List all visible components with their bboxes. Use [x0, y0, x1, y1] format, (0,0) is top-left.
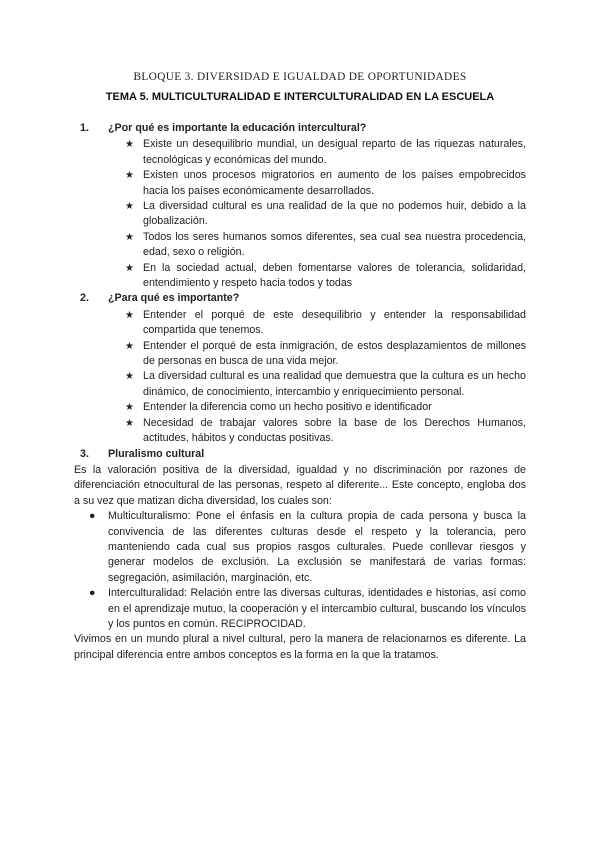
section-2-number: 2. [80, 292, 89, 305]
section-3-bullets [74, 509, 526, 632]
section-1-heading [74, 121, 526, 136]
topic-title: TEMA 5. MULTICULTURALIDAD E INTERCULTURALIDAD EN LA ESCUELA [105, 91, 495, 103]
list-item [125, 199, 526, 230]
star-icon: ★ [125, 340, 134, 352]
section-3-number: 3. [80, 447, 89, 460]
star-icon: ★ [125, 231, 134, 243]
list-item [125, 339, 526, 370]
section-1-number: 1. [80, 122, 89, 134]
bullet-text: Interculturalidad: Relación entre las diversas culturas, identidades e historias, así como en el aprendizaje mutuo, la cooperación y el intercambio cultural, buscando los vínculos y los puntos en común. RECIPROCIDAD. [108, 587, 526, 630]
bullet-text: Multiculturalismo: Pone el énfasis en la cultura propia de cada persona y busca la convivencia de las diferentes culturas desde el respeto y la tolerancia, pero manteniendo cada cual sus propios rasgos culturales. Puede conllevar riesgos y generar modelos de exclusión. La exclusión se manifestará de varias formas: segregación, asimilación, marginación, etc. [108, 510, 526, 584]
list-item [125, 400, 526, 415]
star-icon: ★ [125, 309, 134, 321]
list-item-text: En la sociedad actual, deben fomentarse valores de tolerancia, solidaridad, entendimiento y respeto hacia todos y todas [143, 261, 526, 290]
bullet-item [87, 586, 526, 632]
list-item [125, 261, 526, 292]
list-item [125, 137, 526, 168]
list-item-text: Todos los seres humanos somos diferentes, sea cual sea nuestra procedencia, edad, sexo o religión. [143, 230, 526, 259]
section-2-heading [74, 291, 526, 306]
list-item [125, 308, 526, 339]
section-2-list [74, 308, 526, 447]
section-3-intro: Es la valoración positiva de la diversidad, igualdad y no discriminación por razones de diferenciación etnocultural de las personas, respeto al diferente... Este concepto, engloba dos a su vez que matizan dicha diversidad, los cuales son: [74, 463, 526, 507]
bullet-icon: ● [89, 587, 96, 600]
star-icon: ★ [125, 402, 134, 414]
list-item [125, 416, 526, 447]
section-3-conclusion: Vivimos en un mundo plural a nivel cultural, pero la manera de relacionarnos es diferente. La principal diferencia entre ambos conceptos es la forma en la que la tratamos. [74, 633, 526, 661]
block-title: BLOQUE 3. DIVERSIDAD E IGUALDAD DE OPORTUNIDADES [133, 71, 467, 83]
document-body [74, 121, 526, 663]
star-icon: ★ [125, 139, 134, 151]
list-item [125, 230, 526, 261]
section-2-title: ¿Para qué es importante? [108, 292, 240, 305]
list-item-text: Existe un desequilibrio mundial, un desigual reparto de las riquezas naturales, tecnológicas y económicas del mundo. [143, 138, 526, 166]
list-item-text: Existen unos procesos migratorios en aumento de los países empobrecidos hacia los países económicamente desarrollados. [143, 169, 526, 197]
list-item-text: Entender el porqué de este desequilibrio y entender la responsabilidad compartida que tenemos. [143, 308, 526, 337]
section-3-title: Pluralismo cultural [108, 447, 205, 460]
star-icon: ★ [125, 262, 134, 274]
star-icon: ★ [125, 371, 134, 383]
section-1-list [74, 137, 526, 291]
star-icon: ★ [125, 201, 134, 213]
list-item [125, 168, 526, 199]
star-icon: ★ [125, 170, 134, 182]
section-1-title: ¿Por qué es importante la educación intercultural? [108, 122, 367, 134]
list-item [125, 369, 526, 400]
list-item-text: Entender el porqué de esta inmigración, de estos desplazamientos de millones de personas en busca de una vida mejor. [143, 339, 526, 368]
list-item-text: La diversidad cultural es una realidad que demuestra que la cultura es un hecho dinámico, de conocimiento, intercambio y enriquecimiento personal. [143, 370, 526, 398]
bullet-item [87, 509, 526, 586]
star-icon: ★ [125, 417, 134, 429]
bullet-icon: ● [89, 510, 96, 523]
list-item-text: La diversidad cultural es una realidad de la que no podemos huir, debido a la globalización. [143, 200, 526, 228]
list-item-text: Entender la diferencia como un hecho positivo e identificador [143, 401, 432, 414]
section-3-heading [74, 447, 526, 462]
list-item-text: Necesidad de trabajar valores sobre la base de los Derechos Humanos, actitudes, hábitos y conductas positivas. [143, 416, 526, 445]
